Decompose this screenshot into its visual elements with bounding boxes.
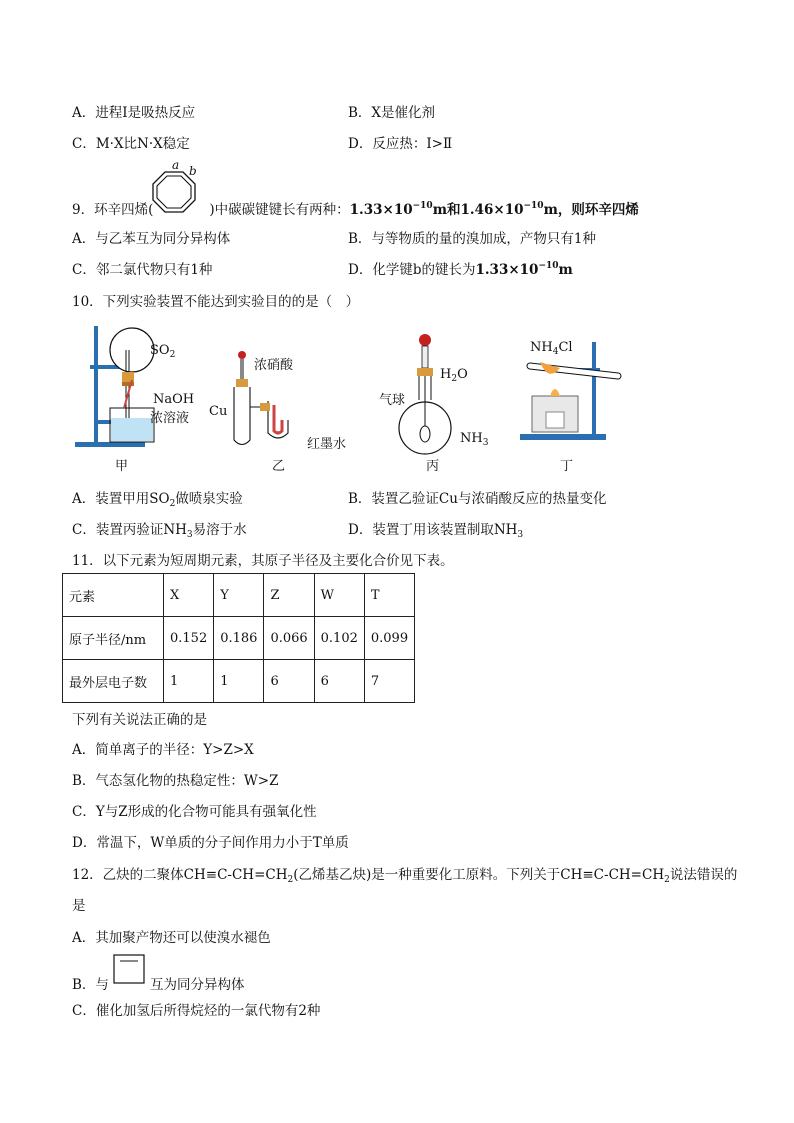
q10-option-d: D．装置丁用该装置制取$NH_3$ bbox=[348, 522, 524, 540]
label-red-ink: 红墨水 bbox=[307, 437, 347, 452]
q11-prompt: 下列有关说法正确的是 bbox=[72, 712, 207, 728]
table-cell: 0.099 bbox=[364, 617, 414, 660]
table-row bbox=[63, 574, 415, 617]
q8-option-d: D．反应热：Ⅰ>Ⅱ bbox=[348, 136, 453, 152]
q11-option-c: C．Y与Z形成的化合物可能具有强氧化性 bbox=[72, 804, 317, 820]
label-bing: 丙 bbox=[426, 459, 440, 474]
q9-option-a: A．与乙苯互为同分异构体 bbox=[72, 231, 231, 247]
table-cell: 原子半径/nm bbox=[63, 617, 164, 660]
label-balloon: 气球 bbox=[379, 393, 406, 408]
q8-option-c: C．M·X比N·X稳定 bbox=[72, 136, 190, 152]
table-cell: 0.152 bbox=[164, 617, 214, 660]
q11-option-d: D．常温下，W单质的分子间作用力小于T单质 bbox=[72, 835, 349, 851]
q8-option-a: A．进程Ⅰ是吸热反应 bbox=[72, 105, 196, 121]
q10-option-b: B．装置乙验证Cu与浓硝酸反应的热量变化 bbox=[348, 491, 607, 507]
label-naoh: NaOH bbox=[153, 392, 195, 407]
label-nh3: $NH_3$ bbox=[460, 431, 489, 448]
q11-stem: 11．以下元素为短周期元素，其原子半径及主要化合价见下表。 bbox=[72, 553, 454, 569]
label-yi: 乙 bbox=[272, 459, 286, 474]
bond-label-a: a bbox=[172, 158, 180, 172]
q9-stem: 9．环辛四烯( )中碳碳键键长有两种：$1.33\times 10^{-10}m$和$1.46\times 10^{-10}m$，则环辛四烯 bbox=[72, 201, 639, 218]
table-cell: 6 bbox=[264, 660, 314, 703]
label-jia: 甲 bbox=[115, 459, 129, 474]
label-so2: $SO_2$ bbox=[150, 343, 176, 360]
table-cell: 1 bbox=[164, 660, 214, 703]
q9-option-b: B．与等物质的量的溴加成，产物只有1种 bbox=[348, 231, 597, 247]
q10-option-a: A．装置甲用$SO_2$做喷泉实验 bbox=[72, 491, 243, 509]
table-cell: Y bbox=[214, 574, 264, 617]
label-h2o: $H_2O$ bbox=[440, 367, 468, 384]
table-cell: 7 bbox=[364, 660, 414, 703]
table-cell: 0.186 bbox=[214, 617, 264, 660]
q9-option-d: D．化学键b的键长为$1.33\times 10^{-10}m$ bbox=[348, 261, 573, 278]
table-cell: X bbox=[164, 574, 214, 617]
cyclobutene-structure bbox=[112, 953, 146, 987]
bond-label-b: b bbox=[189, 164, 197, 178]
q8-option-b: B．X是催化剂 bbox=[348, 105, 436, 121]
q12-option-a: A．其加聚产物还可以使溴水褪色 bbox=[72, 930, 271, 946]
table-row bbox=[63, 660, 415, 703]
label-ding: 丁 bbox=[560, 459, 574, 474]
table-cell: 1 bbox=[214, 660, 264, 703]
q9-option-c: C．邻二氯代物只有1种 bbox=[72, 262, 213, 278]
apparatus-bing bbox=[398, 330, 468, 455]
label-conc-nitric-acid: 浓硝酸 bbox=[254, 358, 294, 373]
table-cell: 6 bbox=[314, 660, 364, 703]
q12-option-b-suffix: 互为同分异构体 bbox=[150, 977, 245, 993]
table-cell: W bbox=[314, 574, 364, 617]
label-cu: Cu bbox=[209, 404, 228, 419]
element-table bbox=[62, 573, 415, 703]
q12-option-b-prefix: B．与 bbox=[72, 977, 109, 993]
q12-stem: 12．乙炔的二聚体$CH\equiv C-CH=CH_2$(乙烯基乙炔)是一种重要化工原料。下列关于$CH\equiv C-CH=CH_2$说法错误的 bbox=[72, 867, 738, 885]
q12-stem-continued: 是 bbox=[72, 898, 86, 914]
table-cell: T bbox=[364, 574, 414, 617]
table-cell: 0.066 bbox=[264, 617, 314, 660]
q10-stem: 10．下列实验装置不能达到实验目的的是（ ） bbox=[72, 294, 360, 310]
table-cell: 最外层电子数 bbox=[63, 660, 164, 703]
label-nh4cl: $NH_4Cl$ bbox=[530, 340, 573, 357]
q12-option-c: C．催化加氢后所得烷烃的一氯代物有2种 bbox=[72, 1003, 321, 1019]
label-naoh-solution: 浓溶液 bbox=[150, 411, 190, 426]
table-cell: 元素 bbox=[63, 574, 164, 617]
table-cell: Z bbox=[264, 574, 314, 617]
table-cell: 0.102 bbox=[314, 617, 364, 660]
q11-option-b: B．气态氢化物的热稳定性：W>Z bbox=[72, 773, 279, 789]
table-row bbox=[63, 617, 415, 660]
q10-option-c: C．装置丙验证$NH_3$易溶于水 bbox=[72, 522, 247, 540]
apparatus-jia bbox=[70, 320, 200, 450]
q11-option-a: A．简单离子的半径：Y>Z>X bbox=[72, 742, 254, 758]
